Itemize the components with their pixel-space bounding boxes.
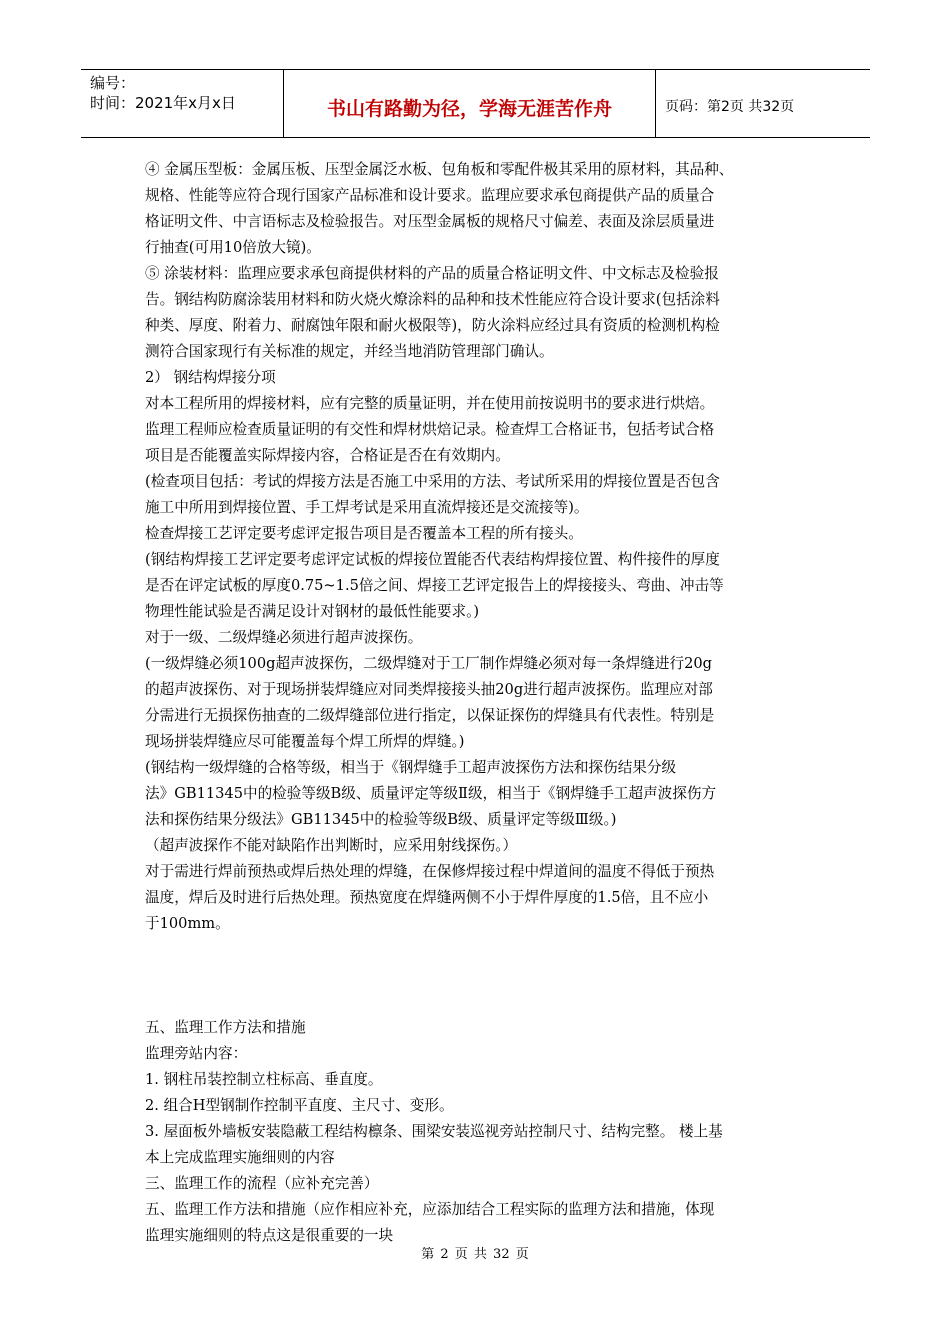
text-line: 种类、厚度、附着力、耐腐蚀年限和耐火极限等)，防火涂料应经过具有资质的检测机构检 xyxy=(145,317,720,334)
text-line: 施工中所用到焊接位置、手工焊考试是采用直流焊接还是交流接等)。 xyxy=(145,499,589,516)
document-code-label: 编号： xyxy=(90,74,136,92)
text-line: 三、监理工作的流程（应补充完善） xyxy=(145,1175,379,1192)
text-line: 监理旁站内容： xyxy=(145,1045,248,1062)
text-line: 2） 钢结构焊接分项 xyxy=(145,369,276,386)
text-line: 规格、性能等应符合现行国家产品标准和设计要求。监理应要求承包商提供产品的质量合 xyxy=(145,187,715,204)
text-line: (一级焊缝必须100g超声波探伤，二级焊缝对于工厂制作焊缝必须对每一条焊缝进行20g xyxy=(145,655,712,672)
text-line: （超声波探作不能对缺陷作出判断时，应采用射线探伤。） xyxy=(145,837,518,854)
text-line: 2. 组合H型钢制作控制平直度、主尺寸、变形。 xyxy=(145,1097,454,1114)
text-line: 是否在评定试板的厚度0.75~1.5倍之间、焊接工艺评定报告上的焊接接头、弯曲、冲击等 xyxy=(145,577,724,594)
body-section-materials-welding xyxy=(145,157,810,937)
text-line: 行抽查(可用10倍放大镜)。 xyxy=(145,239,321,256)
text-line: 法和探伤结果分级法》GB11345中的检验等级B级、质量评定等级Ⅲ级。) xyxy=(145,811,617,828)
text-line: 的超声波探伤、对于现场拼装焊缝应对同类焊接接头抽20g进行超声波探伤。监理应对部 xyxy=(145,681,713,698)
text-line: 1. 钢柱吊装控制立柱标高、垂直度。 xyxy=(145,1071,383,1088)
text-line: 温度，焊后及时进行后热处理。预热宽度在焊缝两侧不小于焊件厚度的1.5倍，且不应小 xyxy=(145,889,709,906)
text-line: 五、监理工作方法和措施 xyxy=(145,1019,306,1036)
text-line: 对于需进行焊前预热或焊后热处理的焊缝，在保修焊接过程中焊道间的温度不得低于预热 xyxy=(145,863,715,880)
document-date: 时间：2021年x月x日 xyxy=(90,94,236,112)
text-line: ④ 金属压型板：金属压板、压型金属泛水板、包角板和零配件极其采用的原材料，其品种、 xyxy=(145,161,734,178)
page-footer xyxy=(0,1243,950,1262)
page-header xyxy=(81,69,870,138)
section-gap xyxy=(145,937,810,1015)
text-line: 对于一级、二级焊缝必须进行超声波探伤。 xyxy=(145,629,423,646)
text-line: (检查项目包括：考试的焊接方法是否施工中采用的方法、考试所采用的焊接位置是否包含 xyxy=(145,473,720,490)
text-line: 监理工程师应检查质量证明的有交性和焊材烘焙记录。检查焊工合格证书，包括考试合格 xyxy=(145,421,715,438)
text-line: 对本工程所用的焊接材料，应有完整的质量证明，并在使用前按说明书的要求进行烘焙。 xyxy=(145,395,715,412)
text-line: 法》GB11345中的检验等级B级、质量评定等级Ⅱ级，相当于《钢焊缝手工超声波探伤方 xyxy=(145,785,717,802)
text-line: ⑤ 涂装材料：监理应要求承包商提供材料的产品的质量合格证明文件、中文标志及检验报 xyxy=(145,265,719,282)
text-line: 检查焊接工艺评定要考虑评定报告项目是否覆盖本工程的所有接头。 xyxy=(145,525,583,542)
text-line: 本上完成监理实施细则的内容 xyxy=(145,1149,335,1166)
header-motto: 书山有路勤为径，学海无涯苦作舟 xyxy=(326,98,612,120)
text-line: 项目是否能覆盖实际焊接内容，合格证是否在有效期内。 xyxy=(145,447,510,464)
text-line: 五、监理工作方法和措施（应作相应补充，应添加结合工程实际的监理方法和措施，体现 xyxy=(145,1201,715,1218)
text-line: 监理实施细则的特点这是很重要的一块 xyxy=(145,1227,394,1244)
footer-page-number: 第 2 页 共 32 页 xyxy=(421,1247,529,1262)
text-line: 格证明文件、中言语标志及检验报告。对压型金属板的规格尺寸偏差、表面及涂层质量进 xyxy=(145,213,715,230)
header-page-info: 页码：第2页 共32页 xyxy=(665,98,795,115)
text-line: 分需进行无损探伤抽查的二级焊缝部位进行指定，以保证探伤的焊缝具有代表性。特别是 xyxy=(145,707,715,724)
text-line: 测符合国家现行有关标准的规定，并经当地消防管理部门确认。 xyxy=(145,343,554,360)
document-body xyxy=(145,157,810,1249)
text-line: (钢结构焊接工艺评定要考虑评定试板的焊接位置能否代表结构焊接位置、构件接件的厚度 xyxy=(145,551,720,568)
header-page-cell xyxy=(656,70,870,137)
body-section-methods xyxy=(145,1015,810,1249)
text-line: 物理性能试验是否满足设计对钢材的最低性能要求。) xyxy=(145,603,480,620)
text-line: 于100mm。 xyxy=(145,915,230,932)
text-line: 3. 屋面板外墙板安装隐蔽工程结构檩条、围梁安装巡视旁站控制尺寸、结构完整。 楼上基 xyxy=(145,1123,723,1140)
text-line: 现场拼装焊缝应尽可能覆盖每个焊工所焊的焊缝。) xyxy=(145,733,465,750)
text-line: (钢结构一级焊缝的合格等级，相当于《钢焊缝手工超声波探伤方法和探伤结果分级 xyxy=(145,759,677,776)
text-line: 告。钢结构防腐涂装用材料和防火烧火燎涂料的品种和技术性能应符合设计要求(包括涂料 xyxy=(145,291,720,308)
header-motto-cell xyxy=(284,70,656,137)
header-meta-cell xyxy=(81,70,284,137)
